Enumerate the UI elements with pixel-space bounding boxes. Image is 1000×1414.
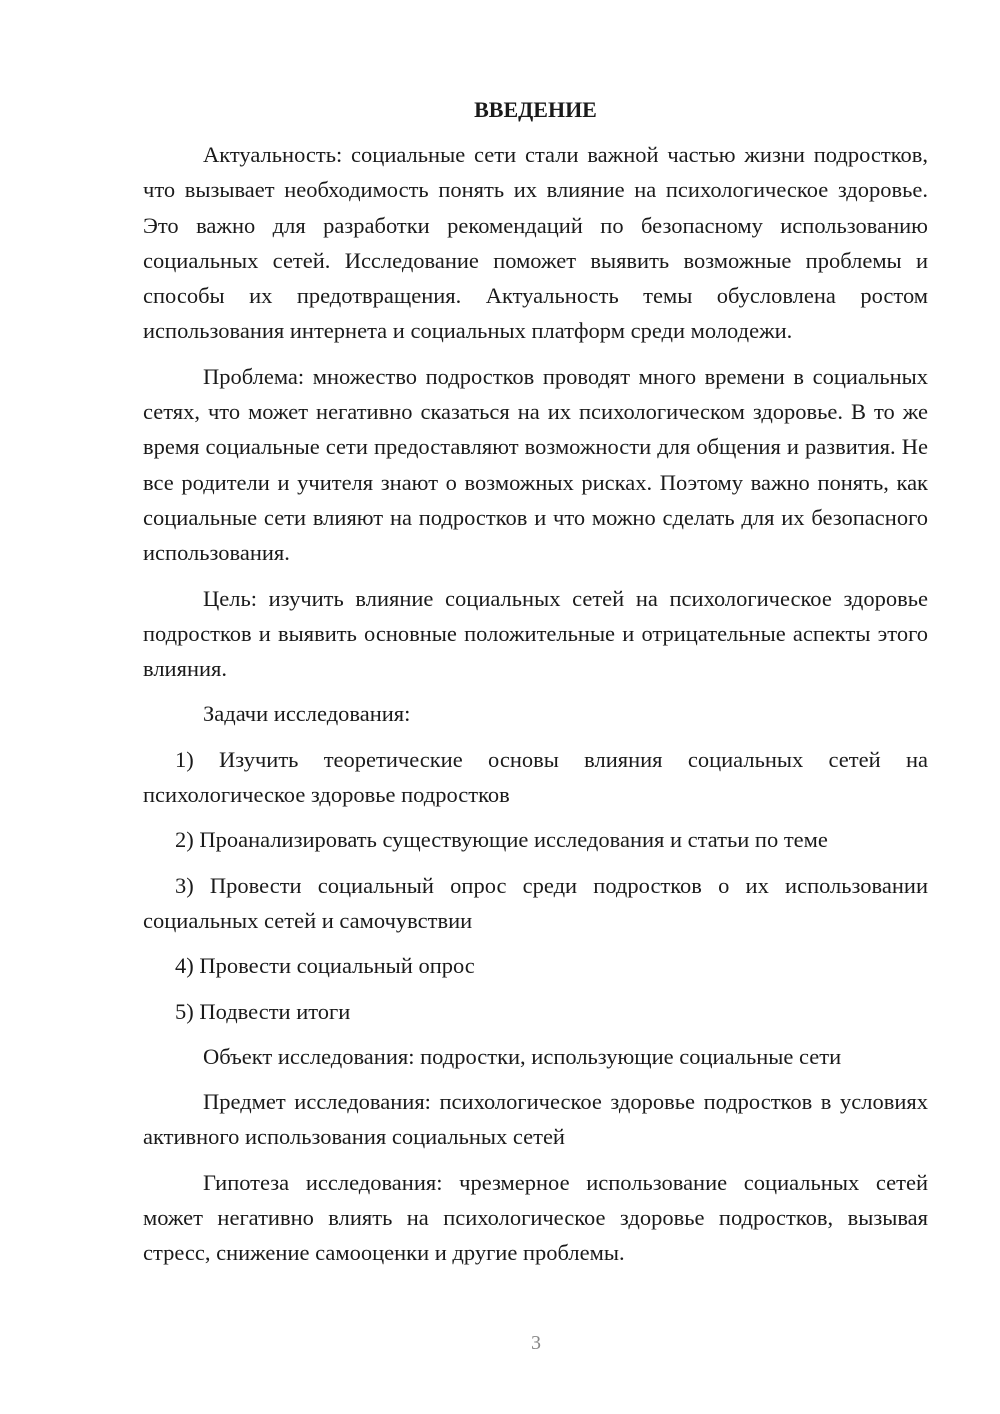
relevance-paragraph: Актуальность: социальные сети стали важной частью жизни подростков, что вызывает необходимость понять их влияние на психологическое здоровье. Это важно для разработки рекомендаций по безопасному использованию социальных сетей. Исследование поможет выявить возможные проблемы и способы их предотвращения. Актуальность темы обусловлена ростом использования интернета и социальных платформ среди молодежи. (143, 142, 928, 344)
task-item-2: 2) Проанализировать существующие исследования и статьи по теме (175, 827, 828, 853)
problem-paragraph: Проблема: множество подростков проводят много времени в социальных сетях, что может негативно сказаться на их психологическом здоровье. В то же время социальные сети предоставляют возможности для общения и развития. Не все родители и учителя знают о возможных рисках. Поэтому важно понять, как социальные сети влияют на подростков и что можно сделать для их безопасного использования. (143, 363, 928, 566)
task-item-3: 3) Провести социальный опрос среди подростков о их использовании социальных сетей и самочувствии (143, 872, 928, 933)
goal-paragraph: Цель: изучить влияние социальных сетей на психологическое здоровье подростков и выявить основные положительные и отрицательные аспекты этого влияния. (143, 585, 928, 682)
document-page (143, 92, 928, 1281)
subject-paragraph: Предмет исследования: психологическое здоровье подростков в условиях активного использования социальных сетей (143, 1089, 928, 1150)
tasks-heading: Задачи исследования: (203, 701, 411, 727)
task-item-5: 5) Подвести итоги (175, 998, 351, 1024)
task-item-1: 1) Изучить теоретические основы влияния социальных сетей на психологическое здоровье подростков (143, 746, 928, 808)
page-number: 3 (531, 1332, 541, 1354)
hypothesis-paragraph: Гипотеза исследования: чрезмерное использование социальных сетей может негативно влиять на психологическое здоровье подростков, вызывая стресс, снижение самооценки и другие проблемы. (143, 1169, 928, 1266)
section-title: ВВЕДЕНИЕ (474, 97, 597, 122)
object-paragraph: Объект исследования: подростки, использующие социальные сети (203, 1043, 842, 1069)
task-item-4: 4) Провести социальный опрос (175, 953, 475, 979)
